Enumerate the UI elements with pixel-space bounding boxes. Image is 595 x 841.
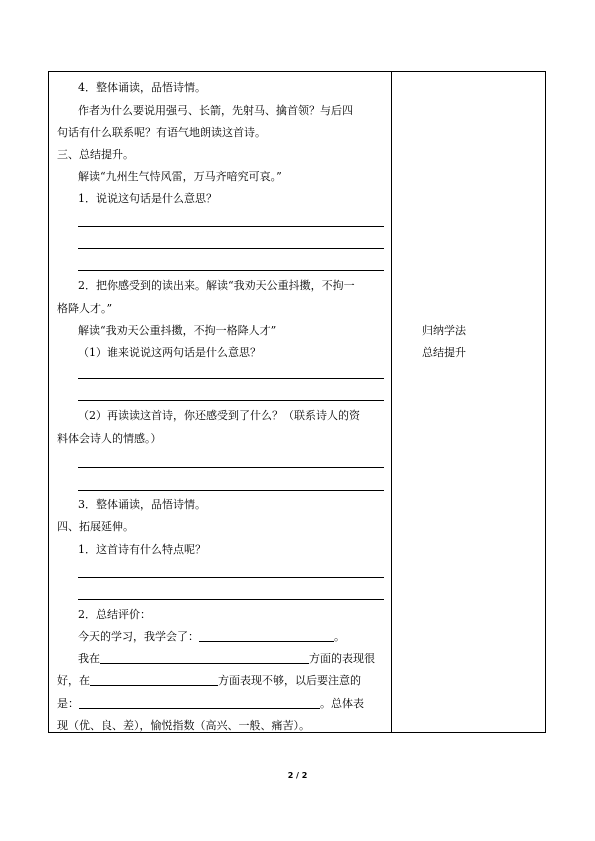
- performance-sentence-2: [57, 674, 361, 688]
- answer-line: [78, 270, 384, 271]
- answer-line: [78, 599, 384, 600]
- good-area-blank: [100, 652, 309, 664]
- step-4-reading: 4．整体诵读，品悟诗情。: [78, 81, 206, 94]
- attention-blank: [79, 697, 320, 709]
- lesson-table: [48, 71, 546, 733]
- learned-sentence: [78, 630, 345, 644]
- section-four-heading: 四、拓展延伸。: [57, 520, 134, 533]
- sub-question-2-line-2: 料体会诗人的情感。）: [57, 432, 162, 445]
- performance-suffix: 方面的表现很: [309, 652, 375, 665]
- performance-prefix: 我在: [78, 652, 100, 665]
- answer-line: [78, 226, 384, 227]
- interpretation-prompt-2: 解读“我劝天公重抖擞，不拘一格降人才”: [78, 324, 277, 337]
- answer-line: [78, 378, 384, 379]
- answer-line: [78, 490, 384, 491]
- overall-rating-sentence: 现（优、良、差），愉悦指数（高兴、一般、痛苦）。: [57, 719, 310, 732]
- learned-sentence-prefix: 今天的学习，我学会了：: [78, 630, 199, 643]
- attention-prefix: 是：: [57, 697, 79, 710]
- question-2-line-2: 格降人才。”: [57, 302, 113, 315]
- answer-line: [78, 248, 384, 249]
- question-text-line-2: 句话有什么联系呢？有语气地朗读这首诗。: [57, 126, 266, 139]
- answer-line: [78, 577, 384, 578]
- attention-suffix: 。总体表: [320, 697, 364, 710]
- interpretation-prompt: 解读“九州生气恃风雷，万马齐喑究可哀。”: [78, 170, 282, 183]
- sub-question-2-line-1: （2）再读读这首诗，你还感受到了什么？（联系诗人的资: [78, 409, 360, 422]
- step-3-reading: 3．整体诵读，品悟诗情。: [78, 498, 206, 511]
- column-divider: [391, 72, 392, 732]
- question-1: 1．说说这句话是什么意思？: [78, 192, 217, 205]
- section-three-heading: 三、总结提升。: [57, 148, 134, 161]
- summary-evaluation-heading: 2．总结评价：: [78, 608, 151, 621]
- performance-sentence-1: [78, 652, 375, 666]
- learned-sentence-suffix: 。: [334, 630, 345, 643]
- sub-question-1: （1）谁来说说这两句话是什么意思？: [78, 346, 261, 359]
- extension-question-1: 1．这首诗有什么特点呢？: [78, 543, 206, 556]
- attention-sentence: [57, 697, 364, 711]
- question-text-line-1: 作者为什么要说用强弓、长箭，先射马、擒首领？与后四: [78, 104, 353, 117]
- sidebar-summary-label: 总结提升: [422, 346, 466, 359]
- answer-line: [78, 467, 384, 468]
- page-number: 2 / 2: [287, 771, 308, 780]
- answer-line: [78, 400, 384, 401]
- weak-area-blank: [90, 674, 218, 686]
- learned-blank: [199, 630, 334, 642]
- sidebar-method-label: 归纳学法: [422, 324, 466, 337]
- question-2-line-1: 2．把你感受到的读出来。解读“我劝天公重抖擞，不拘一: [78, 279, 355, 292]
- performance-good-prefix: 好，在: [57, 674, 90, 687]
- performance-weak-suffix: 方面表现不够，以后要注意的: [218, 674, 361, 687]
